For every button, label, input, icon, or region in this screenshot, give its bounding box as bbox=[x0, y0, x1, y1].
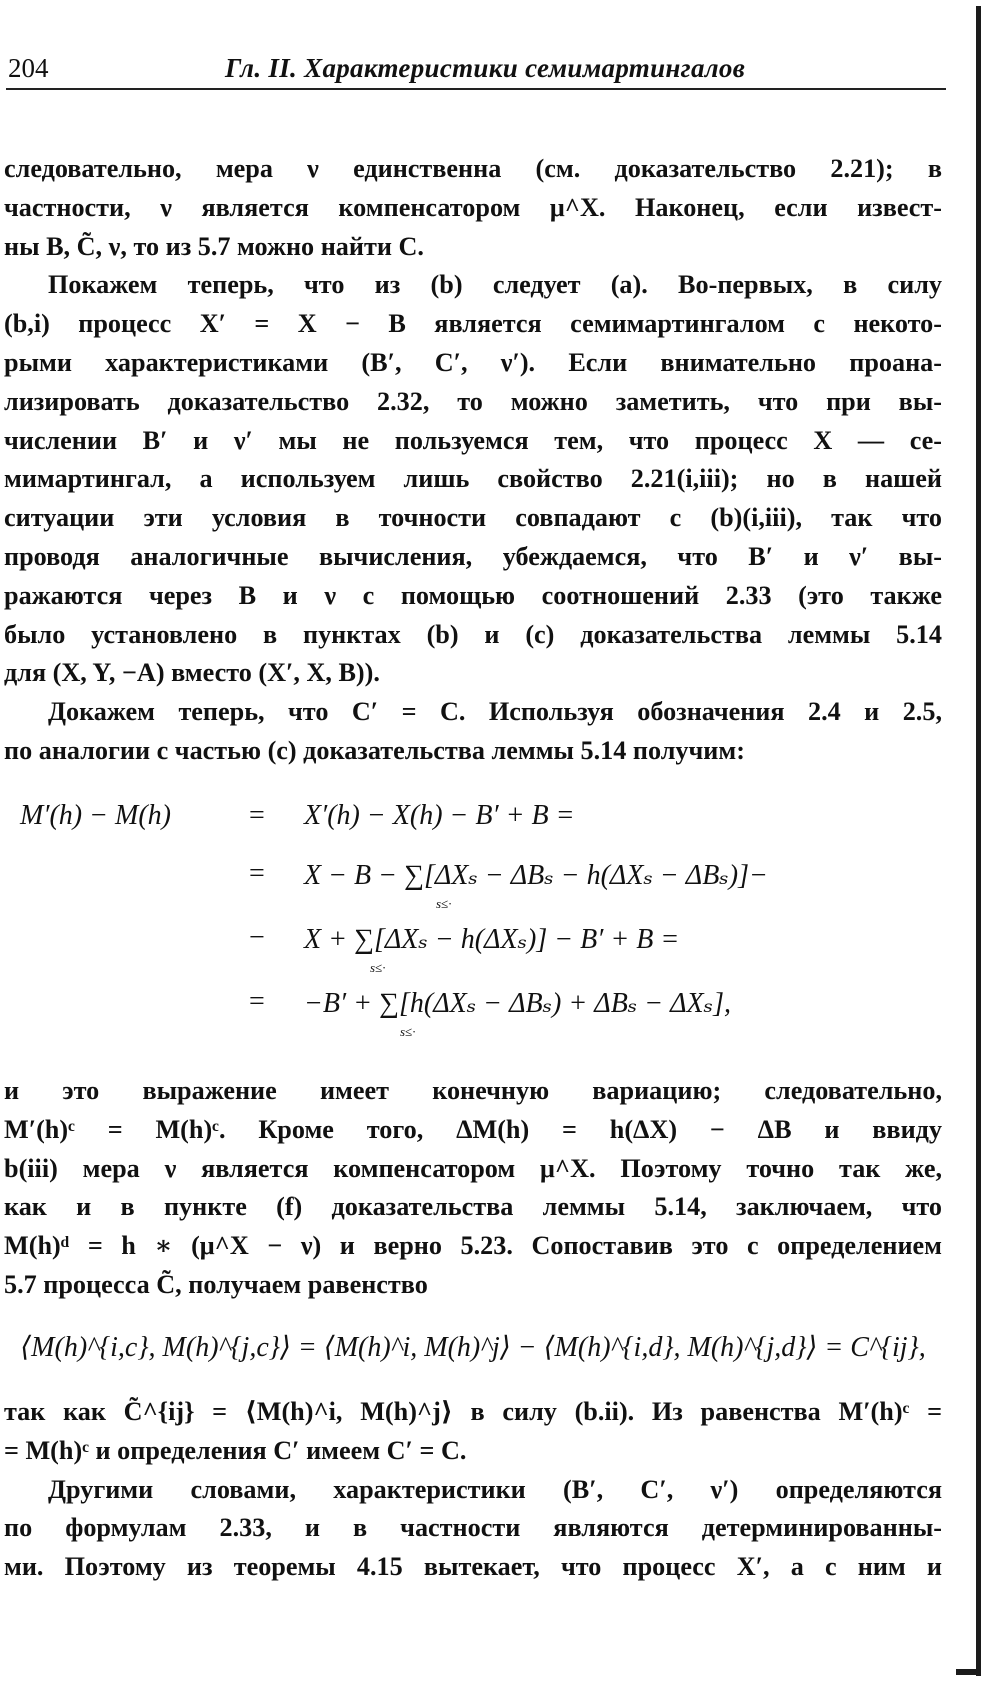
text-line: Покажем теперь, что из (b) следует (a). Во-первых, в силу bbox=[48, 270, 942, 300]
text-line: было установлено в пунктах (b) и (c) доказательства леммы 5.14 bbox=[4, 619, 942, 649]
text-line: Другими словами, характеристики (B′, C′, ν′) определяются bbox=[48, 1474, 942, 1504]
text-line: и это выражение имеет конечную вариацию; следовательно, bbox=[4, 1076, 942, 1105]
text-line: ми. Поэтому из теоремы 4.15 вытекает, что процесс X′, а с ним и bbox=[4, 1552, 942, 1582]
text-line: рыми характеристиками (B′, C′, ν′). Если внимательно проана- bbox=[4, 347, 942, 377]
text-line: ражаются через B и ν с помощью соотношений 2.33 (это также bbox=[4, 580, 942, 610]
body-text-2 bbox=[4, 1072, 942, 1305]
paragraph-6 bbox=[4, 1471, 942, 1587]
equation-operator: − bbox=[249, 922, 265, 953]
text-line: частности, ν является компенсатором μ^X. Наконец, если извест- bbox=[4, 192, 942, 222]
text-line: лизировать доказательство 2.32, то можно заметить, что при вы- bbox=[4, 386, 942, 416]
text-line: Докажем теперь, что C′ = C. Используя обозначения 2.4 и 2.5, bbox=[48, 697, 942, 727]
text-line: по формулам 2.33, и в частности являются детерминированны- bbox=[4, 1513, 942, 1543]
display-equation-1 bbox=[4, 800, 942, 1050]
body-text-3 bbox=[4, 1393, 942, 1587]
display-equation-2: ⟨M(h)^{i,c}, M(h)^{j,c}⟩ = ⟨M(h)^i, M(h)^j⟩ − ⟨M(h)^{i,d}, M(h)^{j,d}⟩ = C^{ij}, bbox=[20, 1332, 926, 1363]
text-line: проводя аналогичные вычисления, убеждаемся, что B′ и ν′ вы- bbox=[4, 541, 942, 571]
equation-operator: = bbox=[249, 858, 265, 889]
paragraph-3 bbox=[4, 693, 942, 771]
text-line: так как C̃^{ij} = ⟨M(h)^i, M(h)^j⟩ в силу (b.ii). Из равенства M′(h)ᶜ = bbox=[4, 1397, 942, 1426]
paragraph-2 bbox=[4, 266, 942, 693]
equation-rhs: −B′ + ∑[h(ΔXₛ − ΔBₛ) + ΔBₛ − ΔXₛ], bbox=[304, 988, 731, 1019]
paragraph-1 bbox=[4, 150, 942, 266]
sum-subscript: s≤· bbox=[436, 896, 452, 911]
text-line: следовательно, мера ν единственна (см. доказательство 2.21); в bbox=[4, 154, 942, 183]
sum-subscript: s≤· bbox=[370, 960, 386, 975]
text-line: (b,i) процесс X′ = X − B является семимартингалом с некото- bbox=[4, 309, 942, 339]
page-edge-rule bbox=[976, 6, 981, 1676]
text-line: M′(h)ᶜ = M(h)ᶜ. Кроме того, ΔM(h) = h(ΔX) − ΔB и ввиду bbox=[4, 1114, 942, 1144]
text-line: как и в пункте (f) доказательства леммы 5.14, заключаем, что bbox=[4, 1192, 942, 1222]
equation-rhs: X′(h) − X(h) − B′ + B = bbox=[304, 800, 575, 831]
page-number: 204 bbox=[8, 53, 49, 83]
page-corner-rule bbox=[956, 1669, 981, 1675]
running-title: Гл. II. Характеристики семимартингалов bbox=[225, 53, 746, 83]
text-line: для (X, Y, −A) вместо (X′, X, B)). bbox=[4, 658, 380, 688]
text-line: b(iii) мера ν является компенсатором μ^X. Поэтому точно так же, bbox=[4, 1153, 942, 1183]
text-line: по аналогии с частью (c) доказательства леммы 5.14 получим: bbox=[4, 735, 745, 765]
text-line: M(h)ᵈ = h ∗ (μ^X − ν) и верно 5.23. Сопоставив это с определением bbox=[4, 1231, 942, 1261]
paragraph-4 bbox=[4, 1072, 942, 1305]
text-line: мимартингал, а используем лишь свойство 2.21(i,iii); но в нашей bbox=[4, 464, 942, 494]
text-line: числении B′ и ν′ мы не пользуемся тем, что процесс X — се- bbox=[4, 425, 942, 455]
body-text bbox=[4, 150, 942, 771]
page-header bbox=[6, 48, 946, 90]
sum-subscript: s≤· bbox=[400, 1024, 416, 1039]
equation-operator: = bbox=[249, 800, 265, 831]
text-line: ны B, C̃, ν, то из 5.7 можно найти C. bbox=[4, 231, 424, 261]
paragraph-5 bbox=[4, 1393, 942, 1471]
text-line: ситуации эти условия в точности совпадают с (b)(i,iii), так что bbox=[4, 503, 942, 533]
equation-operator: = bbox=[249, 986, 265, 1017]
equation-rhs: X − B − ∑[ΔXₛ − ΔBₛ − h(ΔXₛ − ΔBₛ)]− bbox=[304, 860, 768, 891]
equation-rhs: X + ∑[ΔXₛ − h(ΔXₛ)] − B′ + B = bbox=[304, 924, 680, 955]
text-line: 5.7 процесса C̃, получаем равенство bbox=[4, 1269, 428, 1299]
text-line: = M(h)ᶜ и определения C′ имеем C′ = C. bbox=[4, 1435, 467, 1465]
equation-lhs: M′(h) − M(h) bbox=[20, 800, 171, 831]
